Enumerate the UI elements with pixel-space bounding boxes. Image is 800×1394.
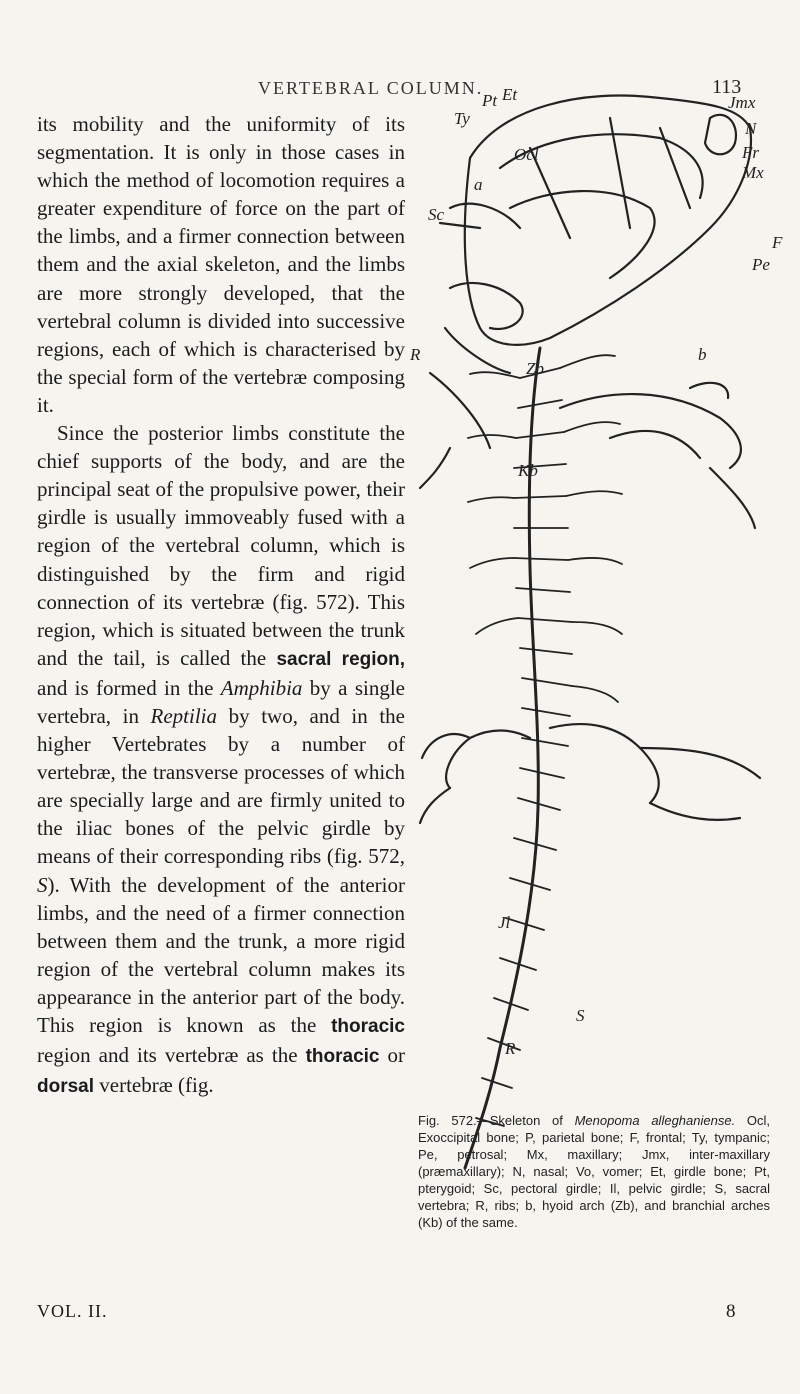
caption-fig: Fig. 572. <box>418 1113 477 1128</box>
term-thoracic-2: thoracic <box>305 1046 380 1068</box>
label-r: R <box>410 345 421 364</box>
label-a: a <box>474 175 483 194</box>
label-sc: Sc <box>428 205 445 224</box>
signature-mark: 8 <box>726 1301 736 1322</box>
caption-rest: Ocl, Exoccipital bone; P, parietal bone; F, frontal; Ty, tympanic; Pe, petrosal; Mx, maxillary; Jmx, inter-maxillary (præmaxillary); N, nasal; Vo, vomer; Et, girdle bone; Pt, pterygoid; Sc, pectoral girdle; Il, pelvic girdle; S, sacral vertebra; R, ribs; b, hyoid arch (Zb), and branchial arches (Kb) of the same. <box>418 1113 771 1230</box>
figure-labels <box>410 88 783 1058</box>
skeleton-illustration <box>410 88 800 1278</box>
text-run: ). With the development of the anterior limbs, and the need of a firmer connection between them and the trunk, a more rigid region of the vertebral column makes its appearance in the anterior part of the body. This region is known as the <box>37 872 405 1037</box>
label-r2: R <box>505 1039 516 1058</box>
volume-mark: VOL. II. <box>37 1301 108 1321</box>
label-mx: Mx <box>742 163 764 182</box>
label-jmx: Jmx <box>728 93 756 112</box>
running-title: VERTEBRAL COLUMN. <box>258 78 484 98</box>
taxon-reptilia: Reptilia <box>150 703 218 728</box>
term-thoracic: thoracic <box>331 1016 405 1037</box>
caption-dash: —Skeleton of <box>476 1113 575 1128</box>
skeleton-drawing <box>420 96 760 1169</box>
text-run: by two, and in the higher Vertebrates by a number of vertebræ, the transverse processes of which are specially large and are firmly united to the iliac bones of the pelvic girdle by means of their corresponding ribs (fig. 572, <box>37 703 405 869</box>
label-zb: Zb <box>526 359 544 378</box>
taxon-amphibia: Amphibia <box>220 675 303 700</box>
label-ty: Ty <box>454 109 470 128</box>
label-pt: Pt <box>482 91 498 110</box>
vertebrae-ribs <box>468 355 622 1126</box>
text-run: region and its vertebræ as the <box>37 1043 306 1068</box>
figure-caption <box>418 1112 770 1231</box>
fig-ref-s: S <box>37 872 48 897</box>
label-ocl: Ocl <box>514 145 539 164</box>
label-n: N <box>745 119 757 138</box>
paragraph-1: its mobility and the uniformity of its segmentation. It is only in those cases in which the method of locomotion requires a greater expenditure of force on the part of the limbs, and a firmer connection between them and the axial skeleton, and the limbs are more strongly developed, that the vertebral column is divided into successive regions, each of which is characterised by the special form of the vertebræ composing it. <box>37 112 405 417</box>
skeleton-figure <box>410 88 800 1278</box>
page-number: 113 <box>712 76 742 98</box>
text-run: Since the posterior limbs constitute the chief supports of the body, and are the principal seat of the propulsive power, their girdle is usually immoveably fused with a region of the vertebral column, which is distinguished by the firm and rigid connection of its vertebræ (fig. 572). This region, which is situated between the trunk and the tail, is called the <box>37 421 405 670</box>
paragraph-2 <box>37 419 405 1101</box>
text-run: or <box>379 1043 405 1068</box>
text-run: and is formed in the <box>37 675 221 700</box>
term-sacral: sacral region, <box>276 648 406 670</box>
text-run: by a single vertebra, in <box>37 675 405 728</box>
label-f: F <box>772 233 783 252</box>
label-b: b <box>698 345 707 364</box>
label-jl: Jl <box>498 913 511 932</box>
term-dorsal: dorsal <box>37 1076 95 1098</box>
label-et: Et <box>502 88 518 104</box>
label-s: S <box>576 1006 585 1025</box>
text-run: vertebræ (fig. <box>94 1073 214 1098</box>
body-text <box>37 110 405 1101</box>
label-fr: Fr <box>742 143 759 162</box>
caption-species: Menopoma alleghaniense. <box>574 1113 736 1128</box>
label-kb: Kb <box>518 461 538 480</box>
label-pe: Pe <box>752 255 770 274</box>
